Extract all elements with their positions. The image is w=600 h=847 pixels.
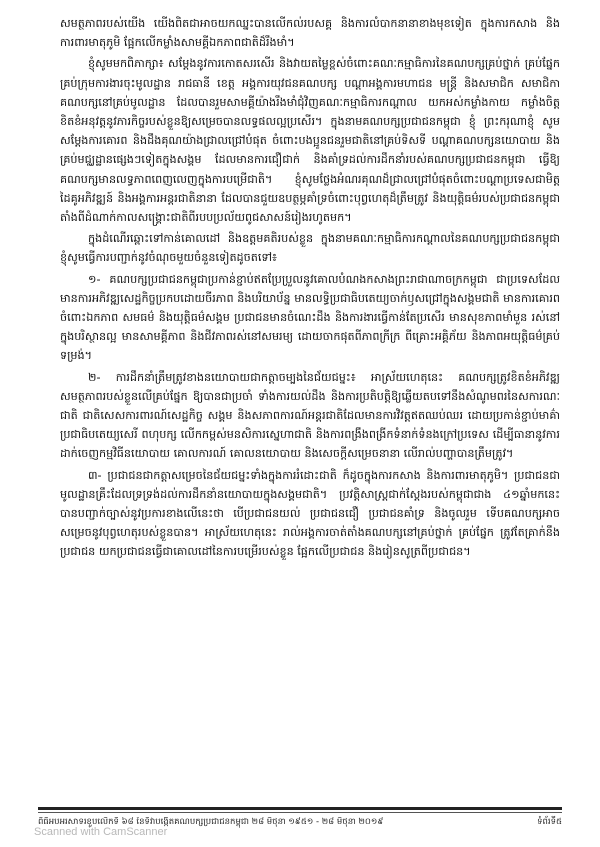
footer-caption: ពិធីអបអរសាទរខួបលើកទី ៦៨ នៃទិវាបង្កើតគណបក្សប្រជាជនកម្ពុជា ២៨ មិថុនា ១៩៥១ - ២៨ មិថុនា ២០១៩ xyxy=(38,817,384,827)
paragraph-6: ៣- ប្រជាជនជាកត្តាសម្រេចនៃជ័យជម្នះទាំងក្នុងការរំដោះជាតិ ក៏ដូចក្នុងការកសាង និងការពារមាតុភូមិ។ ប្រជាជនជាមូលដ្ឋានគ្រឹះដែលទ្រទ្រង់ដល់ការដឹកនាំនយោបាយក្នុងសង្គមជាតិ។ ប្រវត្តិសាស្ត្រជាក់ស្ដែងរបស់កម្ពុជាជាង ៤១ឆ្នាំមកនេះ បានបញ្ជាក់ច្បាស់នូវប្រការខាងលើនេះថា បើប្រជាជនយល់ ប្រជាជនជឿ ប្រជាជនគាំទ្រ និងចូលរួម ទើបគណបក្សអាចសម្រេចនូវបុព្វហេតុរបស់ខ្លួនបាន។ អាស្រ័យហេតុនេះ រាល់អង្គការចាត់តាំងគណបក្សនៅគ្រប់ថ្នាក់ គ្រប់ផ្នែក ត្រូវតែគ្រាក់នឹងប្រជាជន យកប្រជាជនធ្វើជាគោលដៅនៃការបម្រើរបស់ខ្លួន ផ្អែកលើប្រជាជន និងរៀនសូត្រពីប្រជាជន។ xyxy=(60,468,560,559)
footer-rule-thin xyxy=(38,812,562,813)
footer-rule xyxy=(38,807,562,810)
paragraph-4: ១- គណបក្សប្រជាជនកម្ពុជាប្រកាន់ខ្ជាប់ឥតប្រែប្រួលនូវគោលបំណងកសាងព្រះរាជាណាចក្រកម្ពុជា ជាប្រទេសដែលមានការអភិវឌ្ឍសេដ្ឋកិច្ចប្រកបដោយចីរភាព និងបរិយាប័ន្ន មានលទ្ធិប្រជាធិបតេយ្យចាក់ឫសជ្រៅក្នុងសង្គមជាតិ មានការគោរពចំពោះឯកភាព សមធម៌ និងយុត្តិធម៌សង្គម ប្រជាជនមានចំណេះដឹង និងការងារធ្វើកាន់តែប្រសើរ មានសុខភាពមាំមួន រស់នៅក្នុងបរិស្ថានល្អ មានសាមគ្គីភាព និងជីវភាពរស់នៅសមរម្យ ដោយចាកផុតពីភាពក្រីក្រ ពីគ្រោះអគ្គិភ័យ និងភាពអយុត្តិធម៌គ្រប់ទម្រង់។ xyxy=(60,272,560,363)
paragraph-5: ២- ការដឹកនាំត្រឹមត្រូវខាងនយោបាយជាកត្តាចម្បងនៃជ័យជម្នះ៖ អាស្រ័យហេតុនេះ គណបក្សត្រូវខិតខំអភិវឌ្ឍសមត្ថភាពរបស់ខ្លួនលើគ្រប់ផ្នែក ឱ្យបានជាប្រចាំ ទាំងការយល់ដឹង និងការប្រតិបត្តិឱ្យឆ្លើយតបទៅនឹងសំណូមពរនៃសការណៈជាតិ ជាតិសេសការពារណ៍សេដ្ឋកិច្ច សង្គម និងសភាពការណ៍អន្តរជាតិដែលមានការវិវត្តឥតឈប់ឈរ ដោយប្រកាន់ខ្ជាប់មាគ៌ាប្រជាធិបតេយ្យសេរី ពហុបក្ស លើកកម្ពស់មនសិការស្នេហាជាតិ និងការពង្រឹងពង្រីកទំនាក់ទំនងក្រៅប្រទេស ដើម្បីធានានូវការដាក់ចេញកម្មវិធីនយោបាយ គោលការណ៍ គោលនយោបាយ និងសេចក្ដីសម្រេចនានា លើរាល់បញ្ហាបានត្រឹមត្រូវ។ xyxy=(60,370,560,461)
page-number: ទំព័រទី៥ xyxy=(537,817,562,827)
paragraph-3: ក្នុងដំណើរឆ្ពោះទៅកាន់គោលដៅ និងឧត្តមគតិរបស់ខ្លួន ក្នុងនាមគណៈកម្មាធិការកណ្ដាលនៃគណបក្សប្រជាជនកម្ពុជា ខ្ញុំសូមធ្វើការបញ្ជាក់នូវចំណុចមួយចំនួនទៀតដូចតទៅ៖ xyxy=(60,232,560,265)
paragraph-2: ខ្ញុំសូមមកពិភាក្សា៖ សម្ដែងនូវការកោតសរសើរ និងវាយតម្លៃខ្ពស់ចំពោះគណៈកម្មាធិការនៃគណបក្សគ្រប់ថ្នាក់ គ្រប់ផ្នែក គ្រប់ក្រុមការងារចុះមូលដ្ឋាន រាជធានី ខេត្ត អង្គការយុវជនគណបក្ស បណ្ដាអង្គការមហាជន មន្ត្រី និងសមាជិក សមាជិកាគណបក្សនៅគ្រប់មូលដ្ឋាន ដែលបានរួមសាមគ្គីយ៉ាងរឹងមាំជុំវិញគណៈកម្មាធិការកណ្ដាល យកអស់កម្លាំងកាយ កម្លាំងចិត្ត ខិតខំអនុវត្តនូវភារកិច្ចរបស់ខ្លួនឱ្យសម្រេចបានលទ្ធផលល្អប្រសើរ។ ក្នុងនាមគណបក្សប្រជាជនកម្ពុជា ខ្ញុំ ព្រះករុណាខ្ញុំ សូមសម្ដែងការគោរព និងដឹងគុណយ៉ាងជ្រាលជ្រៅបំផុត ចំពោះបងប្អូនជនរួមជាតិនៅគ្រប់ទិសទី បណ្ដាគណបក្សនយោបាយ និងគ្រប់មជ្ឈដ្ឋានផ្សេងៗទៀតក្នុងសង្គម ដែលមានការជឿជាក់ និងគាំទ្រដល់ការដឹកនាំរបស់គណបក្សប្រជាជនកម្ពុជា ធ្វើឱ្យគណបក្សមានលទ្ធភាពពេញលេញក្នុងការបម្រើជាតិ។ ខ្ញុំសូមថ្លែងអំណរគុណដ៏ជ្រាលជ្រៅបំផុតចំពោះបណ្ដាប្រទេសជាមិត្ត ដៃគូអភិវឌ្ឍន៍ និងអង្គការអន្តរជាតិនានា ដែលបានជួយឧបត្ថម្ភគាំទ្រចំពោះបុព្វហេតុដ៏ត្រឹមត្រូវ និងយុត្តិធម៌របស់ប្រជាជនកម្ពុជា តាំងពីដំណាក់កាលសង្គ្រោះជាតិពីរបបប្រល័យពូជសាសន៍រៀងរហូតមក។ xyxy=(60,57,560,225)
body-text xyxy=(60,14,560,564)
paragraph-1: សមត្ថភាពរបស់យើង យើងពិតជាអាចយកឈ្នះបានលើកល់របសគ្គ និងការលំបាកនានាខាងមុខទៀត ក្នុងការកសាង និងការពារមាតុភូមិ ផ្អែកលើកម្លាំងសាមគ្គីឯកភាពជាតិដ៏រឹងមាំ។ xyxy=(60,17,560,50)
scanner-watermark: Scanned with CamScanner xyxy=(34,826,168,838)
